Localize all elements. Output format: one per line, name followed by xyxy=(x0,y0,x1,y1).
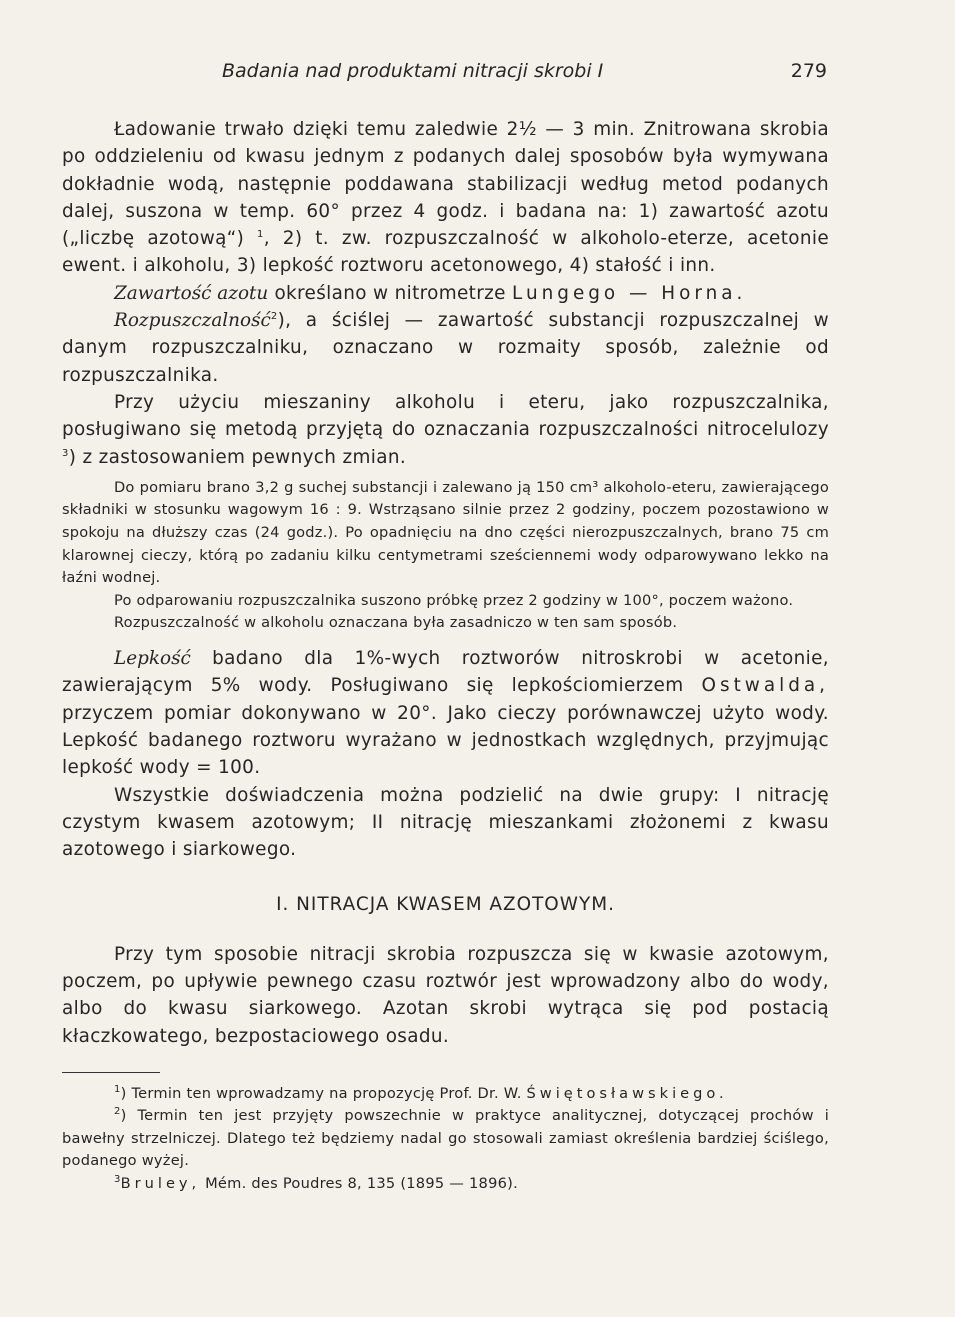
footnote-2 xyxy=(62,1105,829,1172)
paragraph-text: Przy użyciu mieszaniny alkoholu i eteru, jako rozpuszczalnika, posługiwano się metodą przyjętą do oznaczania rozpuszczalności nitrocelulozy xyxy=(62,391,829,441)
paragraph-nitrogen xyxy=(62,280,829,307)
small-paragraph: Rozpuszczalność w alkoholu oznaczana była zasadniczo w ten sam sposób. xyxy=(114,614,678,632)
section-heading: I. NITRACJA KWASEM AZOTOWYM. xyxy=(276,894,615,916)
paragraph-text: ) z zastosowaniem pewnych zmian. xyxy=(68,446,407,468)
paragraph-solubility xyxy=(62,307,829,389)
small-print-block xyxy=(62,477,829,635)
term-nitrogen-content: Zawartość azotu xyxy=(114,282,269,304)
paragraph-text: , 2) t. zw. rozpuszczalność w alkoholo-eterze, acetonie ewent. i alkoholu, 3) lepkość roztworu acetonowego, 4) stałość i inn. xyxy=(62,228,829,277)
term-viscosity: Lepkość xyxy=(114,648,191,670)
footnote-mark: 3 xyxy=(114,1173,121,1185)
paragraph-loading xyxy=(62,116,829,280)
footnote-mark: 2 xyxy=(114,1106,121,1118)
footnote-1 xyxy=(62,1083,829,1105)
footnote-text: Mém. des Poudres 8, 135 (1895 — 1896). xyxy=(200,1174,518,1192)
footnote-divider xyxy=(62,1072,160,1073)
footnote-text: ) Termin ten wprowadzamy na propozycję Prof. Dr. W. xyxy=(120,1084,527,1102)
paragraph-text: badano dla 1%-wych roztworów nitroskrobi w acetonie, zawierającym 5% wody. Posługiwano się lepkościomierzem xyxy=(62,648,829,697)
small-paragraph: Po odparowaniu rozpuszczalnika suszono próbkę przez 2 godziny w 100°, poczem ważono. xyxy=(114,591,794,609)
paragraph-nitric-acid: Przy tym sposobie nitracji skrobia rozpuszcza się w kwasie azotowym, poczem, po upływie pewnego czasu roztwór jest wprowadzony albo do wody, albo do kwasu siarkowego. Azotan skrobi wytrąca się pod postacią kłaczkowatego, bezpostaciowego osadu. xyxy=(62,943,829,1047)
footnote-ref: 3 xyxy=(62,447,69,459)
paragraph-viscosity xyxy=(62,645,829,781)
paragraph-ether-alcohol xyxy=(62,389,829,471)
footnote-3 xyxy=(62,1173,829,1195)
paragraph-text: określano w nitrometrze xyxy=(268,282,513,304)
paragraph-text: Ładowanie trwało dzięki temu zaledwie 2½ — 3 min. Znitrowana skrobia po oddzieleniu od kwasu jednym z podanych dalej sposobów była wymywana dokładnie wodą, następnie poddawana stabilizacji według metod podanych dalej, suszona w temp. 60° przez 4 godz. i badana na: 1) zawartość azotu („liczbę azotową“) xyxy=(62,119,829,250)
term-solubility: Rozpuszczalność xyxy=(114,310,271,332)
paragraph-groups: Wszystkie doświadczenia można podzielić na dwie grupy: I nitrację czystym kwasem azotowym; II nitrację mieszankami złożonemi z kwasu azotowego i siarkowego. xyxy=(62,784,829,861)
page-number: 279 xyxy=(790,60,827,82)
author-name: Ostwalda, xyxy=(701,675,829,697)
paragraph-text: ), a ściślej — zawartość substancji rozpuszczalnej w danym rozpuszczalniku, oznaczano w rozmaity sposób, zależnie od rozpuszczalnika. xyxy=(62,310,829,386)
author-name: Bruley, xyxy=(120,1174,201,1192)
running-title: Badania nad produktami nitracji skrobi I xyxy=(222,60,604,82)
author-name: Lungego — Horna. xyxy=(512,282,747,304)
footnote-ref: 2 xyxy=(270,310,278,322)
small-paragraph: Do pomiaru brano 3,2 g suchej substancji i zalewano ją 150 cm³ alkoholo-eteru, zawierającego składniki w stosunku wagowym 16 : 9. Wstrząsano silnie przez 2 godziny, poczem pozostawiono w spokoju na dłuższy czas (24 godz.). Po opadnięciu na dno części nierozpuszczalnych, brano 75 cm klarownej cieczy, którą po zadaniu kilku centymetrami sześciennemi wody odparowywano lekko na łaźni wodnej. xyxy=(62,478,829,587)
page-header xyxy=(62,60,827,88)
author-name: Świętosławskiego. xyxy=(526,1084,728,1102)
footnote-mark: 1 xyxy=(114,1084,121,1096)
paragraph-text: przyczem pomiar dokonywano w 20°. Jako cieczy porównawczej użyto wody. Lepkość badanego roztworu wyrażano w jednostkach względnych, przyjmując lepkość wody = 100. xyxy=(62,702,829,779)
main-text xyxy=(62,116,829,1195)
footnote-text: ) Termin ten jest przyjęty powszechnie w praktyce analitycznej, dotyczącej prochów i bawełny strzelniczej. Dlatego też będziemy nadal go stosowali zamiast określenia bardziej ściślego, podanego wyżej. xyxy=(62,1107,829,1170)
footnotes xyxy=(62,1083,829,1195)
footnote-ref: 1 xyxy=(257,229,264,241)
